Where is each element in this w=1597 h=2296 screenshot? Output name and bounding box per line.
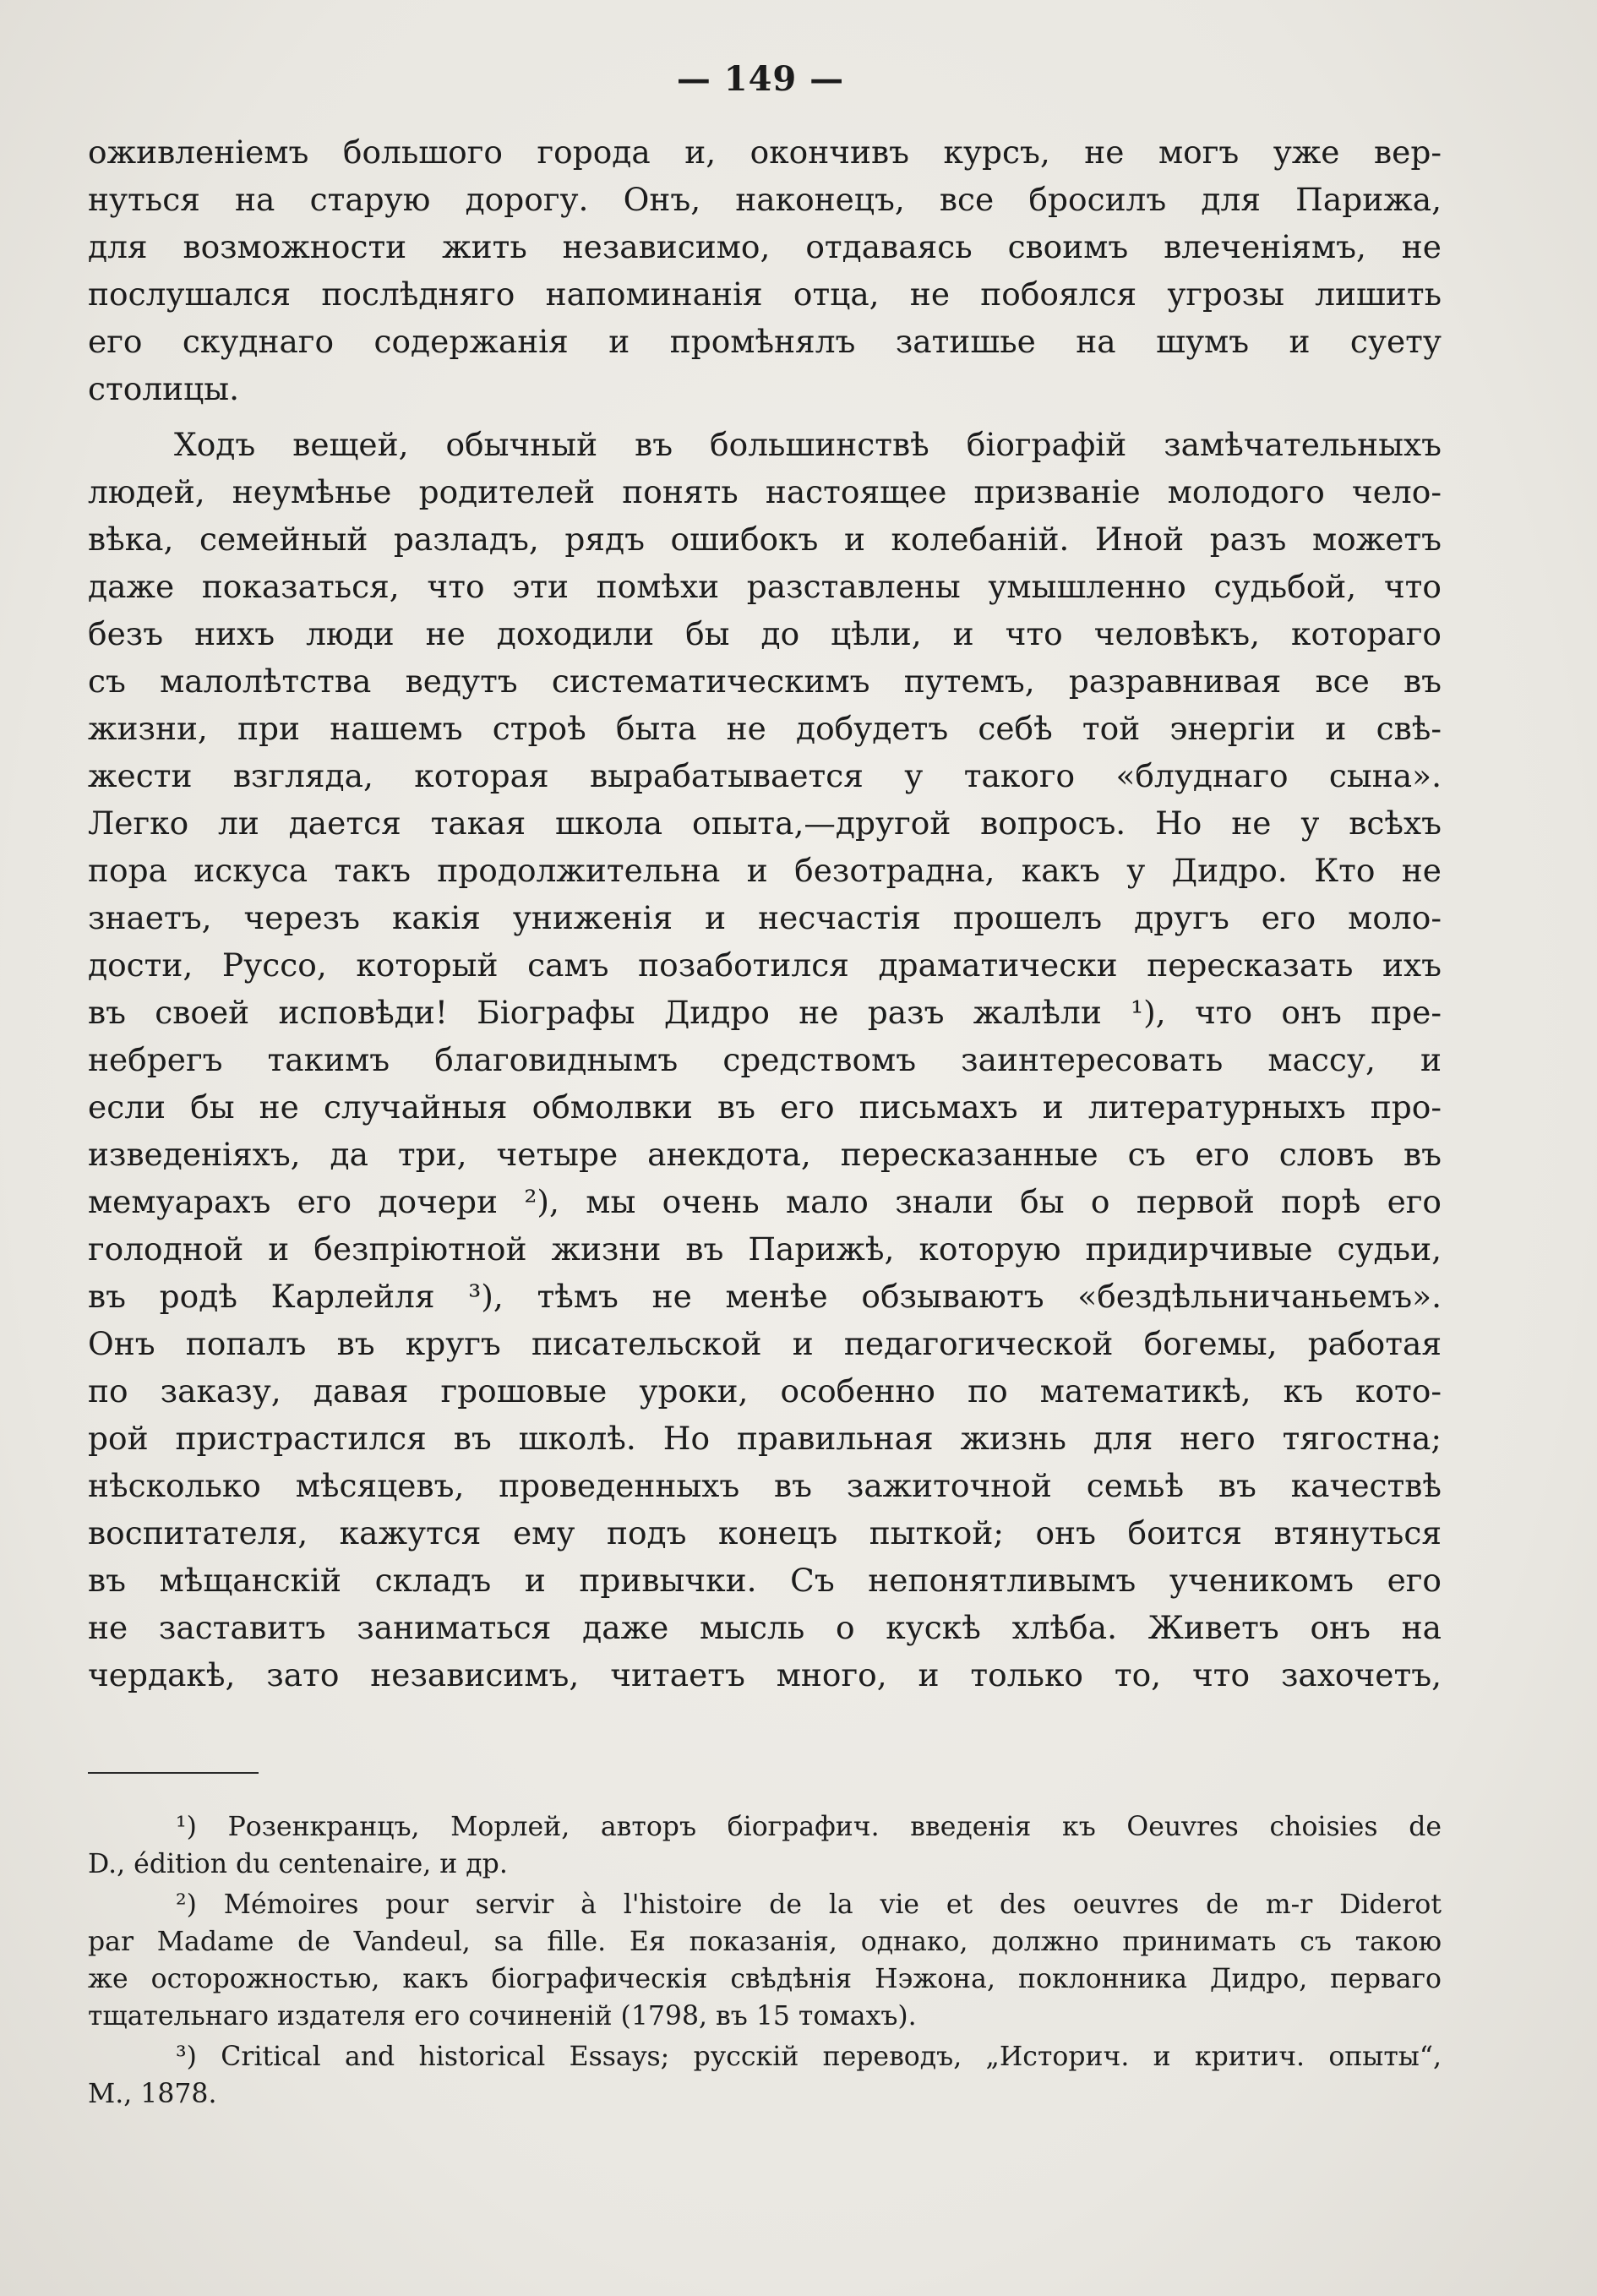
footnote-line: ³) Critical and historical Essays; русскій переводъ, „Историч. и критич. опыты“, bbox=[176, 2042, 1442, 2072]
text-line: дости, Руссо, который самъ позаботился драматически пересказать ихъ bbox=[88, 946, 1442, 984]
footnote-line: par Madame de Vandeul, sa fille. Ея показанія, однако, должно принимать съ такою bbox=[88, 1927, 1442, 1957]
text-line: послушался послѣдняго напоминанія отца, не побоялся угрозы лишить bbox=[88, 275, 1442, 313]
text-line: даже показаться, что эти помѣхи разставлены умышленно судьбой, что bbox=[88, 568, 1442, 605]
text-line: Онъ попалъ въ кругъ писательской и педагогической богемы, работая bbox=[88, 1325, 1442, 1362]
paragraph bbox=[88, 421, 1442, 1699]
text-line: его скуднаго содержанія и промѣнялъ затишье на шумъ и суету bbox=[88, 323, 1442, 360]
text-line: въ мѣщанскій складъ и привычки. Съ непонятливымъ ученикомъ его bbox=[88, 1562, 1442, 1599]
footnotes bbox=[88, 1808, 1442, 2113]
text-line: если бы не случайныя обмолвки въ его письмахъ и литературныхъ про- bbox=[88, 1088, 1442, 1126]
footnote-line: ¹) Розенкранцъ, Морлей, авторъ біографич. введенія къ Oeuvres choisies de bbox=[176, 1812, 1442, 1842]
text-line: вѣка, семейный разладъ, рядъ ошибокъ и колебаній. Иной разъ можетъ bbox=[88, 521, 1442, 558]
text-line: рой пристрастился въ школѣ. Но правильная жизнь для него тягостна; bbox=[88, 1420, 1442, 1457]
text-line: нѣсколько мѣсяцевъ, проведенныхъ въ зажиточной семьѣ въ качествѣ bbox=[88, 1467, 1442, 1504]
footnote bbox=[88, 1808, 1442, 1883]
footnote-line: ²) Mémoires pour servir à l'histoire de la vie et des oeuvres de m-r Diderot bbox=[176, 1890, 1442, 1920]
text-line: въ родѣ Карлейля ³), тѣмъ не менѣе обзываютъ «бездѣльничаньемъ». bbox=[88, 1278, 1442, 1315]
text-line: по заказу, давая грошовые уроки, особенно по математикѣ, къ кото- bbox=[88, 1372, 1442, 1410]
text-line: въ своей исповѣди! Біографы Дидро не разъ жалѣли ¹), что онъ пре- bbox=[88, 994, 1442, 1031]
footnote-line: D., édition du centenaire, и др. bbox=[88, 1849, 508, 1879]
text-line: безъ нихъ люди не доходили бы до цѣли, и что человѣкъ, котораго bbox=[88, 615, 1442, 652]
text-line: воспитателя, кажутся ему подъ конецъ пыткой; онъ боится втянуться bbox=[88, 1514, 1442, 1552]
footnote-line: же осторожностью, какъ біографическія свѣдѣнія Нэжона, поклонника Дидро, перваго bbox=[88, 1964, 1442, 1994]
footnote bbox=[88, 2038, 1442, 2113]
text-line: мемуарахъ его дочери ²), мы очень мало знали бы о первой порѣ его bbox=[88, 1183, 1442, 1220]
text-line: столицы. bbox=[88, 370, 240, 407]
text-line: изведеніяхъ, да три, четыре анекдота, пересказанные съ его словъ въ bbox=[88, 1136, 1442, 1173]
footnote-line: тщательнаго издателя его сочиненій (1798, въ 15 томахъ). bbox=[88, 2001, 917, 2031]
text-line: Ходъ вещей, обычный въ большинствѣ біографій замѣчательныхъ bbox=[174, 426, 1442, 463]
footnote-line: M., 1878. bbox=[88, 2079, 217, 2109]
text-line: знаетъ, черезъ какія униженія и несчастія прошелъ другъ его моло- bbox=[88, 899, 1442, 936]
footnote-divider bbox=[88, 1772, 259, 1774]
text-line: жести взгляда, которая вырабатывается у такого «блуднаго сына». bbox=[88, 757, 1442, 794]
text-line: съ малолѣтства ведутъ систематическимъ путемъ, разравнивая все въ bbox=[88, 663, 1442, 700]
paragraph bbox=[88, 128, 1442, 412]
text-line: для возможности жить независимо, отдаваясь своимъ влеченіямъ, не bbox=[88, 228, 1442, 265]
text-line: чердакѣ, зато независимъ, читаетъ много, и только то, что захочетъ, bbox=[88, 1656, 1442, 1693]
text-line: небрегъ такимъ благовиднымъ средствомъ заинтересовать массу, и bbox=[88, 1041, 1442, 1078]
text-line: жизни, при нашемъ строѣ быта не добудетъ себѣ той энергіи и свѣ- bbox=[88, 710, 1442, 747]
text-line: Легко ли дается такая школа опыта,—другой вопросъ. Но не у всѣхъ bbox=[88, 804, 1442, 842]
text-line: оживленіемъ большого города и, окончивъ курсъ, не могъ уже вер- bbox=[88, 134, 1442, 171]
body-text bbox=[88, 128, 1442, 1699]
footnote bbox=[88, 1886, 1442, 2035]
text-line: нуться на старую дорогу. Онъ, наконецъ, все бросилъ для Парижа, bbox=[88, 181, 1442, 218]
text-line: не заставитъ заниматься даже мысль о кускѣ хлѣба. Живетъ онъ на bbox=[88, 1609, 1442, 1646]
text-line: пора искуса такъ продолжительна и безотрадна, какъ у Дидро. Кто не bbox=[88, 852, 1442, 889]
page-number: — 149 — bbox=[676, 59, 845, 99]
text-line: людей, неумѣнье родителей понять настоящее призваніе молодого чело- bbox=[88, 473, 1442, 510]
text-line: голодной и безпріютной жизни въ Парижѣ, которую придирчивые судьи, bbox=[88, 1230, 1442, 1268]
